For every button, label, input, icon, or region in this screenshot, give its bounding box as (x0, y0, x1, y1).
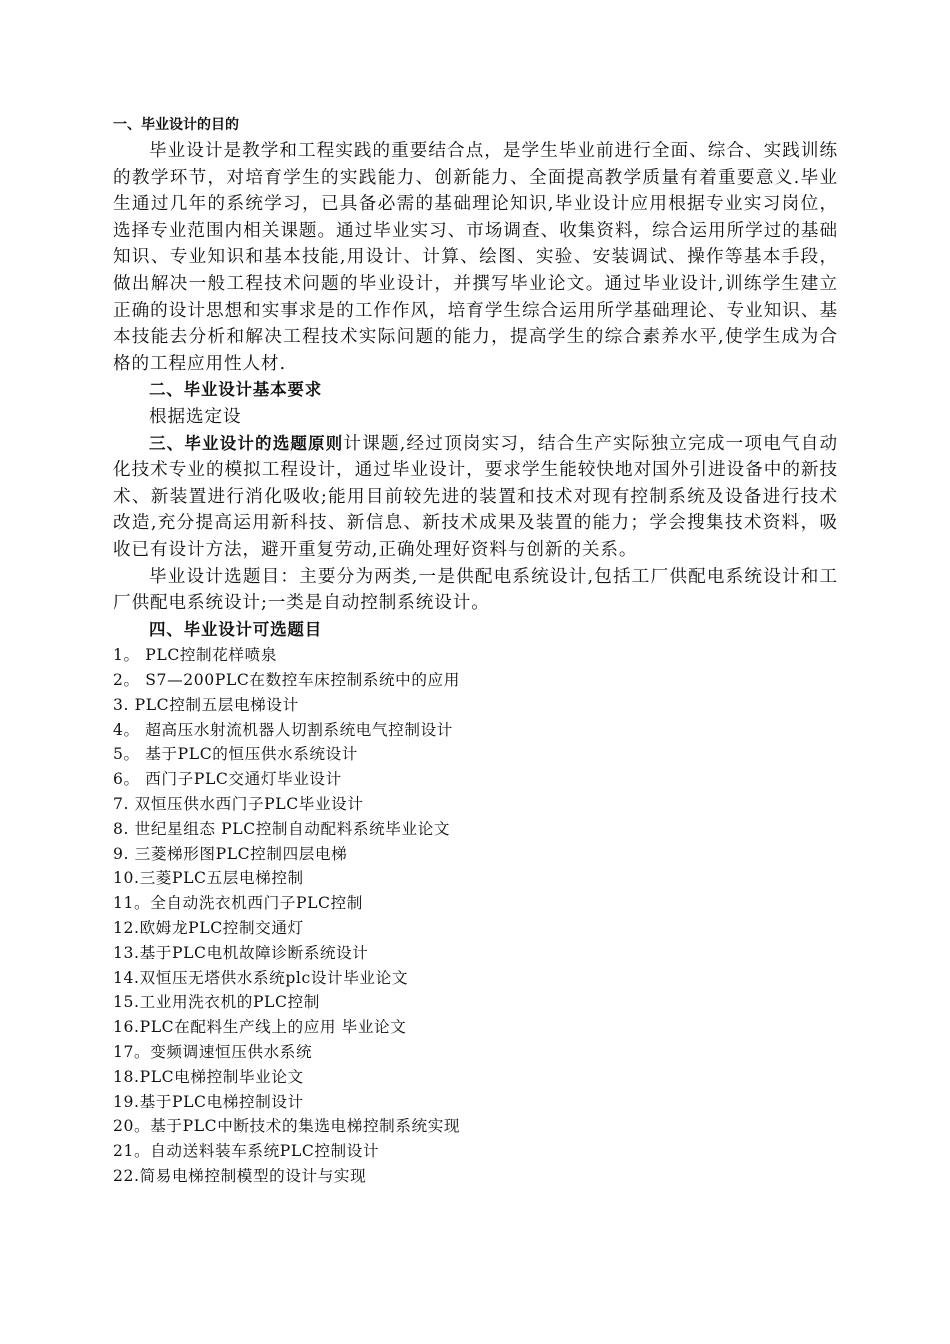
list-item: 22.简易电梯控制模型的设计与实现 (113, 1167, 367, 1186)
list-item: 19.基于PLC电梯控制设计 (113, 1092, 304, 1111)
list-item: 18.PLC电梯控制毕业论文 (113, 1067, 304, 1086)
list-item: 9. 三菱梯形图PLC控制四层电梯 (113, 844, 348, 863)
requirements-text: 根据选定设 (149, 406, 242, 427)
purpose-paragraph: 毕业设计是教学和工程实践的重要结合点，是学生毕业前进行全面、综合、实践训练的教学环节，对培育学生的实践能力、创新能力、全面提高教学质量有着重要意义.毕业生通过几年的系统学习，已具备必需的基础理论知识,毕业设计应用根据专业实习岗位，选择专业范围内相关课题。通过毕业实习、市场调查、收集资料，综合运用所学过的基础知识、专业知识和基本技能,用设计、计算、绘图、实验、安装调试、操作等基本手段，做出解决一般工程技术问题的毕业设计，并撰写毕业论文。通过毕业设计,训练学生建立正确的设计思想和实事求是的工作作风，培育学生综合运用所学基础理论、专业知识、基本技能去分析和解决工程技术实际问题的能力，提高学生的综合素养水平,使学生成为合格的工程应用性人材. (113, 141, 838, 374)
list-item: 11。全自动洗衣机西门子PLC控制 (113, 894, 363, 913)
topics-intro-paragraph: 毕业设计选题目：主要分为两类,一是供配电系统设计,包括工厂供配电系统设计和工厂供配电系统设计;一类是自动控制系统设计。 (113, 566, 838, 614)
topics-list (113, 643, 838, 1189)
list-item: 17。变频调速恒压供水系统 (113, 1043, 313, 1062)
list-item: 6。 西门子PLC交通灯毕业设计 (113, 770, 342, 789)
list-item: 7. 双恒压供水西门子PLC毕业设计 (113, 795, 364, 814)
list-item: 14.双恒压无塔供水系统plc设计毕业论文 (113, 968, 409, 987)
requirements-heading: 二、毕业设计基本要求 (149, 380, 322, 400)
list-item: 3. PLC控制五层电梯设计 (113, 695, 299, 714)
principle-text: 计课题,经过顶岗实习，结合生产实际独立完成一项电气自动化技术专业的模拟工程设计，通过毕业设计，要求学生能较快地对国外引进设备中的新技术、新装置进行消化吸收;能用目前较先进的装置和技术对现有控制系统及设备进行技术改造,充分提高运用新科技、新信息、新技术成果及装置的能力；学会搜集技术资料，吸收已有设计方法，避开重复劳动,正确处理好资料与创新的关系。 (113, 433, 838, 560)
list-item: 15.工业用洗衣机的PLC控制 (113, 993, 320, 1012)
list-item: 12.欧姆龙PLC控制交通灯 (113, 919, 304, 938)
list-item: 20。基于PLC中断技术的集选电梯控制系统实现 (113, 1117, 461, 1136)
principle-paragraph (113, 431, 838, 564)
list-item: 21。自动送料装车系统PLC控制设计 (113, 1142, 380, 1161)
list-item: 13.基于PLC电机故障诊断系统设计 (113, 943, 369, 962)
list-item: 4。 超高压水射流机器人切割系统电气控制设计 (113, 720, 453, 739)
list-item: 2。 S7—200PLC在数控车床控制系统中的应用 (113, 671, 460, 690)
list-item: 8. 世纪星组态 PLC控制自动配料系统毕业论文 (113, 819, 451, 838)
purpose-heading: 一、毕业设计的目的 (113, 117, 239, 133)
list-item: 10.三菱PLC五层电梯控制 (113, 869, 304, 888)
topics-heading: 四、毕业设计可选题目 (149, 619, 322, 639)
list-item: 5。 基于PLC的恒压供水系统设计 (113, 745, 358, 764)
principle-heading: 三、毕业设计的选题原则 (149, 433, 344, 453)
list-item: 16.PLC在配料生产线上的应用 毕业论文 (113, 1018, 407, 1037)
document-page (113, 113, 838, 1189)
list-item: 1。 PLC控制花样喷泉 (113, 646, 278, 665)
